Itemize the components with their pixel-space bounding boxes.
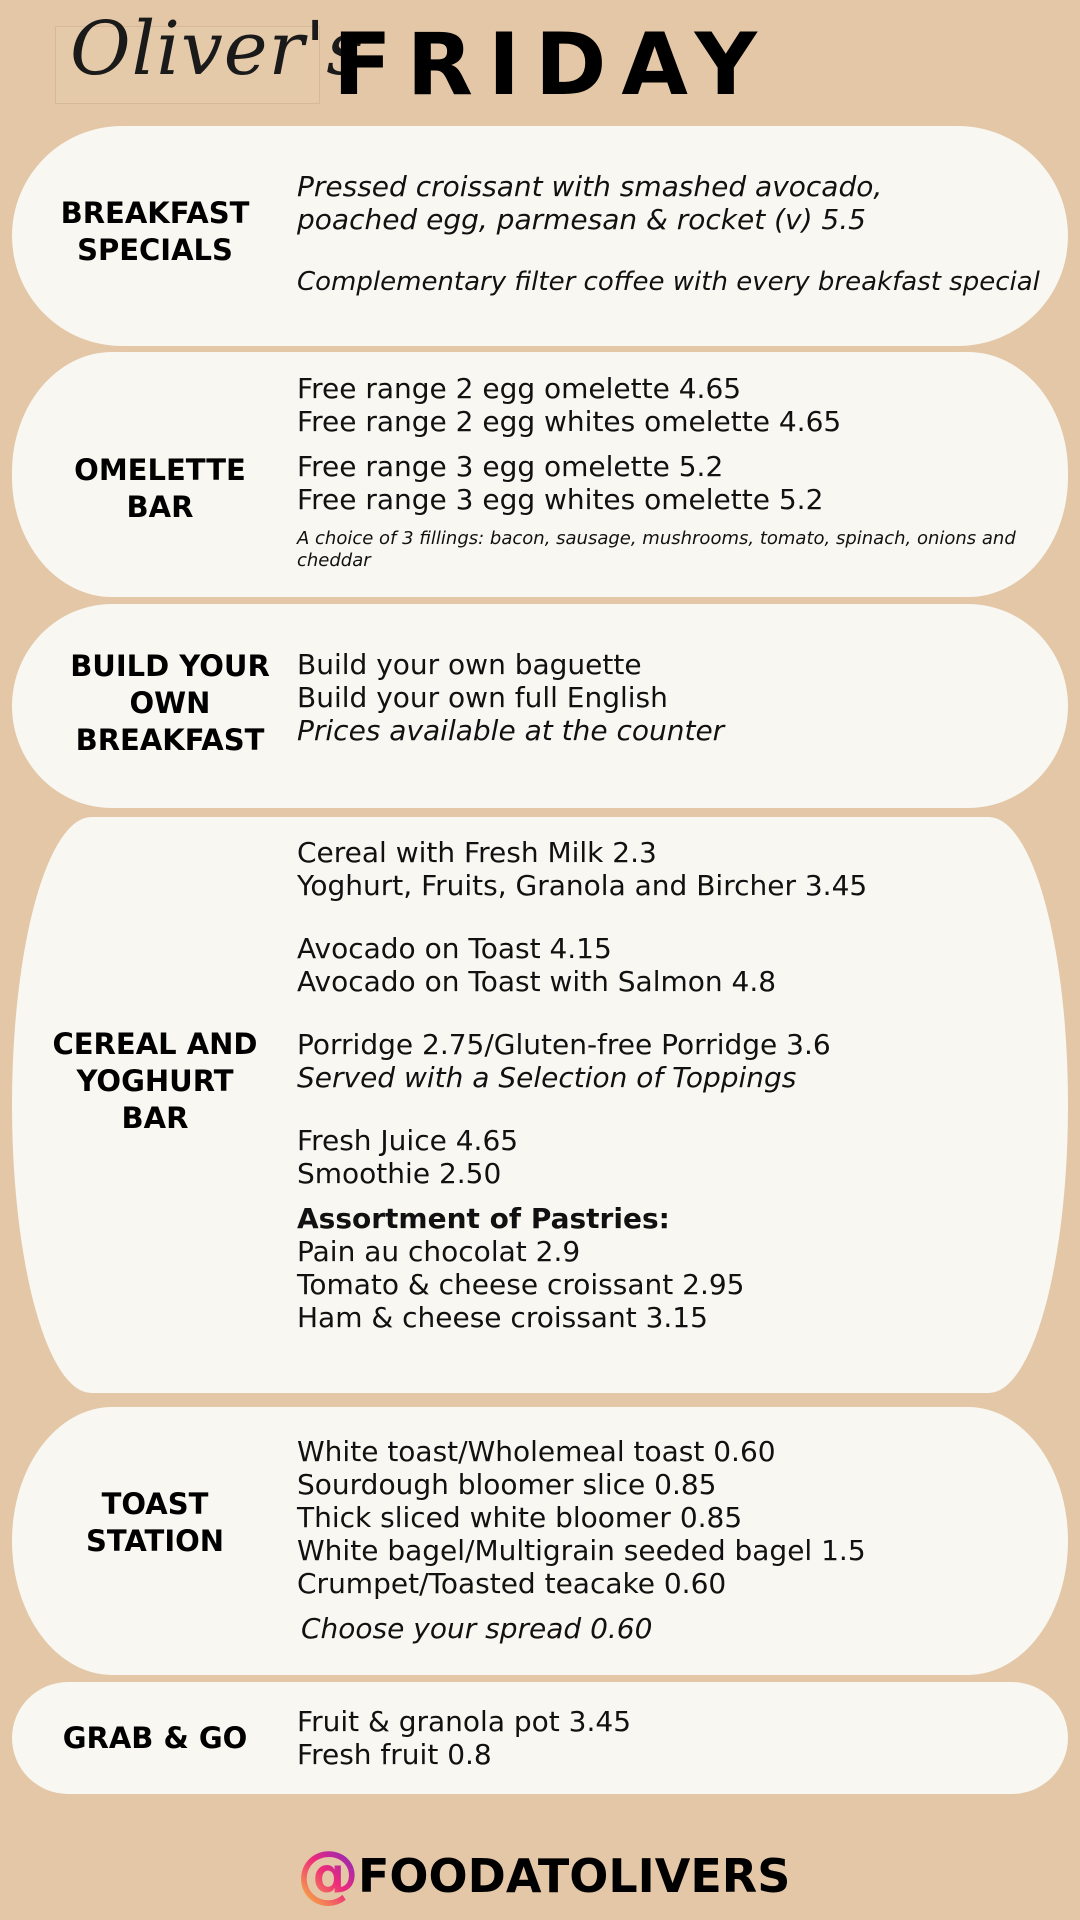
section-label: BREAKFAST SPECIALS bbox=[60, 196, 250, 267]
section-label: CEREAL AND YOGHURT BAR bbox=[52, 1027, 258, 1135]
instagram-icon: @ bbox=[297, 1837, 359, 1910]
menu-item: Ham & cheese croissant 3.15 bbox=[297, 1301, 708, 1334]
menu-item: Yoghurt, Fruits, Granola and Bircher 3.45 bbox=[297, 869, 868, 902]
section-label: BUILD YOUR OWN BREAKFAST bbox=[70, 649, 270, 757]
menu-subheading: Assortment of Pastries: bbox=[297, 1202, 670, 1235]
section-items bbox=[297, 170, 1040, 299]
menu-item: Avocado on Toast 4.15 bbox=[297, 932, 612, 965]
menu-item: Free range 2 egg omelette 4.65 bbox=[297, 372, 742, 405]
section-items bbox=[297, 648, 724, 747]
menu-item: Crumpet/Toasted teacake 0.60 bbox=[297, 1567, 727, 1600]
menu-note: Complementary filter coffee with every breakfast special bbox=[297, 267, 1040, 297]
section-items bbox=[297, 1435, 866, 1645]
menu-header bbox=[0, 0, 1080, 120]
day-title: FRIDAY bbox=[333, 15, 772, 115]
menu-item: Pain au chocolat 2.9 bbox=[297, 1235, 581, 1268]
menu-note: Prices available at the counter bbox=[297, 714, 725, 747]
menu-item: Porridge 2.75/Gluten-free Porridge 3.6 bbox=[297, 1028, 831, 1061]
menu-item: Pressed croissant with smashed avocado, bbox=[297, 170, 883, 203]
menu-item: White toast/Wholemeal toast 0.60 bbox=[297, 1435, 776, 1468]
menu-item: Avocado on Toast with Salmon 4.8 bbox=[297, 965, 777, 998]
section-omelette-bar bbox=[12, 352, 1068, 597]
menu-item: Smoothie 2.50 bbox=[297, 1157, 502, 1190]
section-build-your-own bbox=[12, 604, 1068, 808]
menu-item: Free range 3 egg whites omelette 5.2 bbox=[297, 483, 824, 516]
section-items bbox=[297, 836, 867, 1334]
menu-item: Free range 2 egg whites omelette 4.65 bbox=[297, 405, 842, 438]
menu-item: Build your own full English bbox=[297, 681, 668, 714]
menu-item: poached egg, parmesan & rocket (v) 5.5 bbox=[297, 203, 866, 236]
menu-item: Tomato & cheese croissant 2.95 bbox=[297, 1268, 745, 1301]
logo-text: Oliver's bbox=[70, 6, 366, 92]
instagram-handle[interactable]: FOODATOLIVERS bbox=[358, 1849, 791, 1903]
menu-note: Served with a Selection of Toppings bbox=[297, 1061, 797, 1094]
menu-item: Thick sliced white bloomer 0.85 bbox=[297, 1501, 743, 1534]
menu-item: Cereal with Fresh Milk 2.3 bbox=[297, 836, 657, 869]
menu-note: Choose your spread 0.60 bbox=[301, 1612, 653, 1645]
instagram-footer bbox=[0, 1837, 1080, 1910]
section-cereal-yoghurt-bar bbox=[12, 817, 1068, 1393]
menu-item: Sourdough bloomer slice 0.85 bbox=[297, 1468, 717, 1501]
section-items bbox=[297, 1705, 631, 1771]
menu-item: Free range 3 egg omelette 5.2 bbox=[297, 450, 724, 483]
section-grab-and-go bbox=[12, 1682, 1068, 1794]
section-label: TOAST STATION bbox=[85, 1487, 225, 1558]
section-toast-station bbox=[12, 1407, 1068, 1675]
menu-item: White bagel/Multigrain seeded bagel 1.5 bbox=[297, 1534, 866, 1567]
menu-item: Build your own baguette bbox=[297, 648, 642, 681]
section-breakfast-specials bbox=[12, 126, 1068, 346]
section-items bbox=[297, 372, 1037, 572]
menu-item: Fruit & granola pot 3.45 bbox=[297, 1705, 632, 1738]
section-label: GRAB & GO bbox=[62, 1721, 248, 1755]
section-label: OMELETTE BAR bbox=[74, 453, 246, 524]
menu-item: Fresh fruit 0.8 bbox=[297, 1738, 492, 1771]
menu-item: Fresh Juice 4.65 bbox=[297, 1124, 519, 1157]
menu-note: A choice of 3 fillings: bacon, sausage, mushrooms, tomato, spinach, onions and cheddar bbox=[297, 528, 1016, 571]
